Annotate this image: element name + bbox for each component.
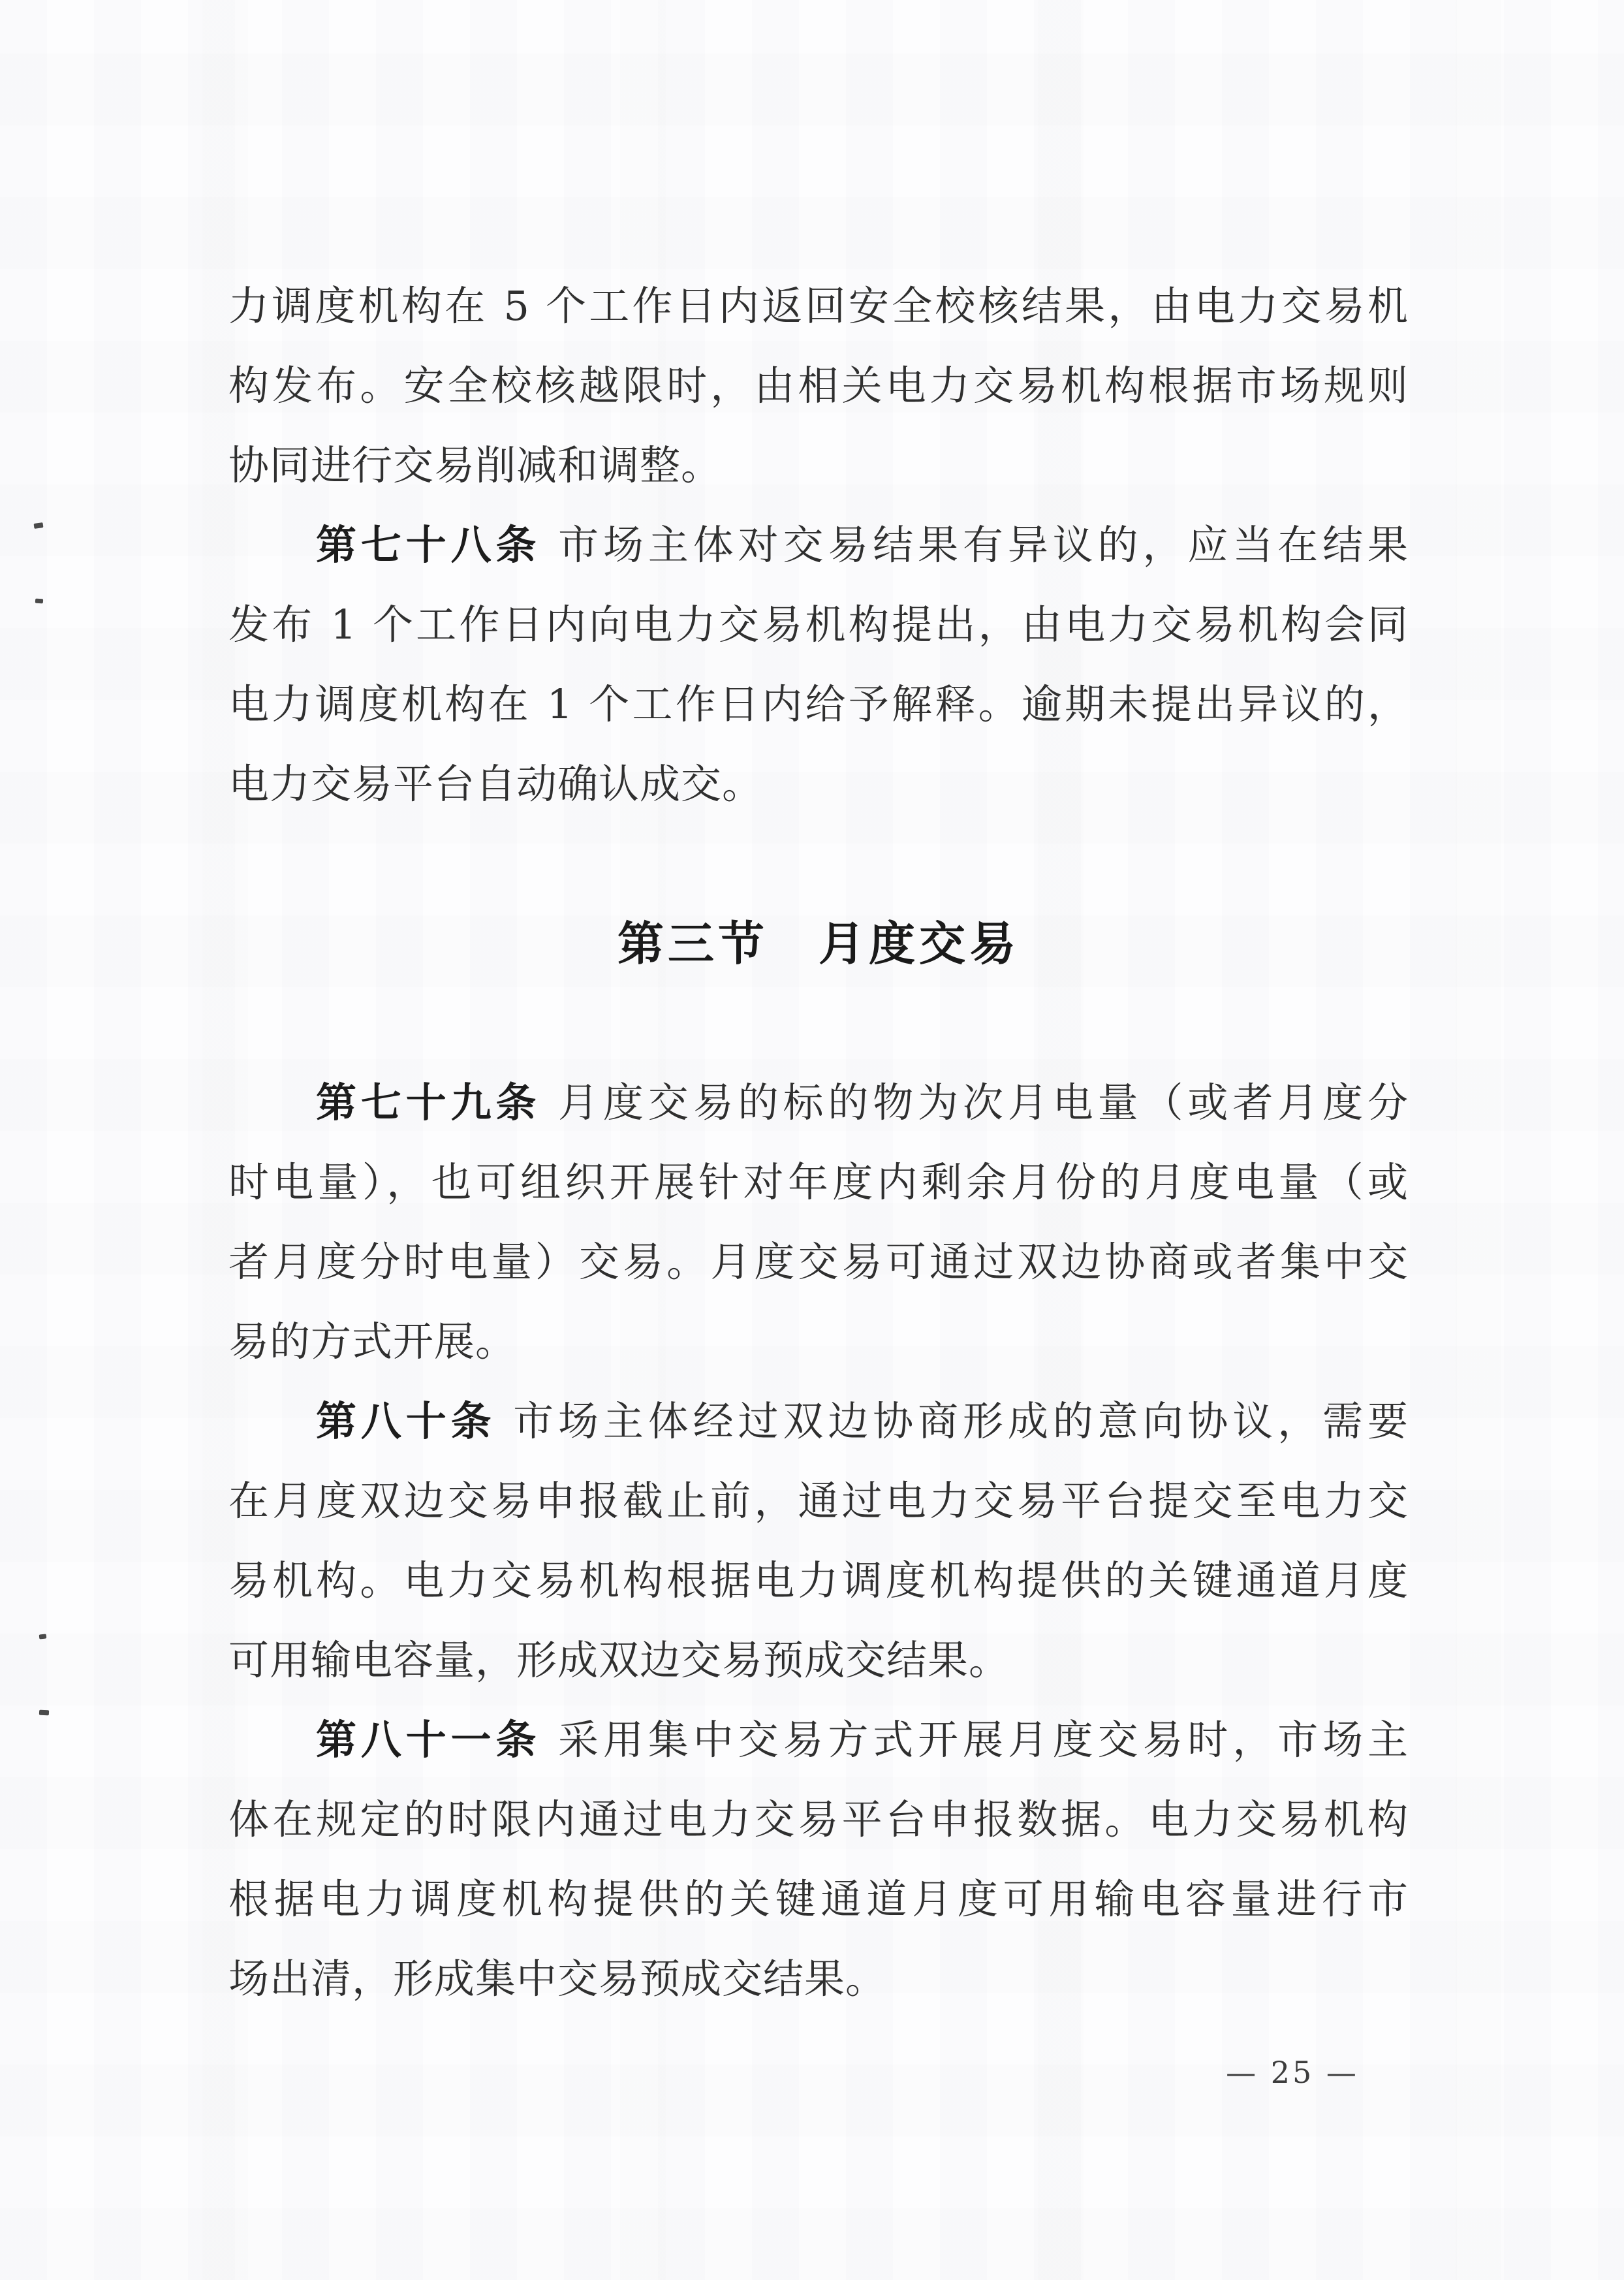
article-number: 第八十条 (316, 1397, 496, 1445)
text-line (228, 1700, 1409, 1780)
line-text: 采用集中交易方式开展月度交易时，市场主 (540, 1716, 1409, 1764)
text-line (228, 1222, 1409, 1302)
text-line (228, 1461, 1409, 1541)
article-number: 第七十九条 (316, 1079, 541, 1126)
text-line (228, 1302, 1409, 1382)
margin-speck (35, 599, 43, 604)
line-text: 场出清，形成集中交易预成交结果。 (228, 1955, 887, 2003)
line-text: 易机构。电力交易机构根据电力调度机构提供的关键通道月度 (228, 1557, 1409, 1604)
section-heading: 第三节 月度交易 (617, 916, 1020, 971)
text-line (228, 744, 1409, 824)
margin-speck (39, 1710, 49, 1716)
line-text: 根据电力调度机构提供的关键通道月度可用输电容量进行市 (228, 1875, 1409, 1923)
line-text: 电力交易平台自动确认成交。 (228, 760, 764, 808)
text-line (228, 426, 1409, 505)
line-text: 时电量），也可组织开展针对年度内剩余月份的月度电量（或 (228, 1158, 1409, 1206)
text-line (228, 1143, 1409, 1222)
text-line (228, 1541, 1409, 1621)
article-number: 第七十八条 (316, 521, 541, 569)
text-line (228, 1939, 1409, 2019)
text-block (228, 266, 1409, 2019)
text-line (228, 266, 1409, 346)
text-line (228, 665, 1409, 744)
text-line (228, 1860, 1409, 1939)
blank-line (228, 983, 1409, 1063)
line-text: 月度交易的标的物为次月电量（或者月度分 (540, 1079, 1409, 1126)
text-line (228, 585, 1409, 665)
margin-speck (34, 522, 44, 529)
text-line (228, 505, 1409, 585)
line-text: 电力调度机构在 1 个工作日内给予解释。逾期未提出异议的， (228, 680, 1409, 728)
line-text: 易的方式开展。 (228, 1318, 517, 1365)
line-text: 市场主体经过双边协商形成的意向协议，需要 (495, 1397, 1409, 1445)
line-text: 体在规定的时限内通过电力交易平台申报数据。电力交易机构 (228, 1796, 1409, 1843)
line-text: 发布 1 个工作日内向电力交易机构提出，由电力交易机构会同 (228, 601, 1409, 648)
margin-speck (39, 1634, 47, 1639)
page-number: — 25 — (1226, 2055, 1359, 2090)
text-line (228, 1382, 1409, 1461)
line-text: 在月度双边交易申报截止前，通过电力交易平台提交至电力交 (228, 1477, 1409, 1525)
text-line (228, 1063, 1409, 1143)
text-line (228, 346, 1409, 426)
blank-line (228, 824, 1409, 904)
line-text: 者月度分时电量）交易。月度交易可通过双边协商或者集中交 (228, 1238, 1409, 1286)
line-text: 市场主体对交易结果有异议的，应当在结果 (540, 521, 1409, 569)
line-text: 力调度机构在 5 个工作日内返回安全校核结果，由电力交易机 (228, 282, 1409, 330)
line-text: 协同进行交易削减和调整。 (228, 441, 723, 489)
text-line (228, 1780, 1409, 1860)
article-number: 第八十一条 (316, 1716, 541, 1764)
line-text: 构发布。安全校核越限时，由相关电力交易机构根据市场规则 (228, 362, 1409, 409)
text-line (228, 1621, 1409, 1700)
line-text: 可用输电容量，形成双边交易预成交结果。 (228, 1636, 1010, 1684)
